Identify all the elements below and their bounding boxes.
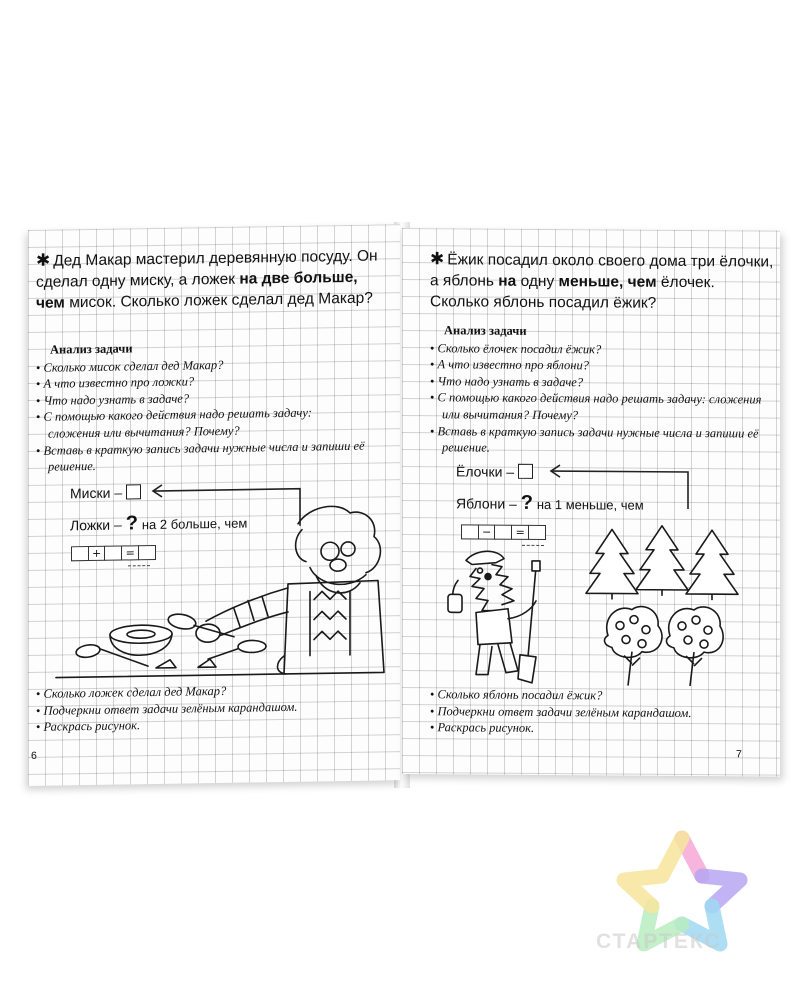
analysis-question: • Сколько мисок сделал дед Макар? [36, 354, 366, 376]
question-mark: ? [520, 491, 533, 514]
analysis-question: • Что надо узнать в задаче? [430, 373, 770, 392]
left-task-text: ✱ Дед Макар мастерил деревянную посуду. Он сделал одну миску, а ложек на две больше, чем мисок. Сколько ложек сделал дед Макар? [36, 247, 378, 312]
short-record-line-2: Яблони – ? на 1 меньше, чем [456, 491, 644, 514]
left-bottom-questions [36, 681, 366, 736]
page-number: 7 [736, 748, 742, 761]
analysis-question: • А что известно про яблони? [430, 356, 770, 375]
fir-trees-illustration [582, 523, 742, 604]
right-page [402, 228, 780, 777]
right-task-text: ✱ Ёжик посадил около своего дома три ёлочки, а яблонь на одну меньше, чем ёлочек. Сколько яблонь посадил ёжик? [430, 249, 774, 312]
page-number: 6 [31, 749, 37, 762]
bottom-question: • Раскрась рисунок. [36, 714, 366, 736]
analysis-question: • Вставь в краткую запись задачи нужные числа и запиши её решение. [430, 423, 770, 459]
analysis-question: • С помощью какого действия надо решать задачу: сложения или вычитания? Почему? [36, 404, 366, 442]
formula-cell: = [511, 525, 529, 540]
solution-formula [462, 524, 546, 540]
apple-trees-illustration [598, 599, 728, 690]
formula-cell[interactable] [461, 524, 479, 539]
asterisk-icon: ✱ [430, 249, 445, 269]
analysis-question: • С помощью какого действия надо решать задачу: сложения или вычитания? Почему? [430, 390, 770, 426]
right-analysis [430, 322, 770, 458]
bottom-question: • Сколько ложек сделал дед Макар? [36, 681, 366, 703]
answer-box[interactable] [518, 464, 533, 479]
formula-cell: + [88, 546, 106, 561]
open-workbook [28, 222, 780, 778]
bottom-question: • Подчеркни ответ задачи зелёным карандашом. [36, 697, 366, 719]
brand-watermark: СТАРТЕКС [596, 930, 722, 953]
short-record-line-1: Ёлочки – [456, 463, 533, 480]
asterisk-icon: ✱ [36, 250, 51, 270]
bottom-question: • Раскрась рисунок. [430, 719, 770, 738]
left-page [28, 224, 400, 786]
analysis-question: • Что надо узнать в задаче? [36, 387, 366, 409]
formula-cell[interactable] [528, 525, 546, 540]
formula-cell: − [478, 525, 496, 540]
bottom-question: • Сколько яблонь посадил ёжик? [430, 686, 770, 705]
short-record-line-1: Миски – [70, 484, 141, 501]
grandpa-makar-illustration [48, 494, 393, 679]
short-record-line-2: Ложки – ? на 2 больше, чем [70, 512, 248, 535]
right-bottom-questions [430, 686, 770, 738]
analysis-question: • Сколько ёлочек посадил ёжик? [430, 340, 770, 359]
analysis-question: • А что известно про ложки? [36, 371, 366, 393]
analysis-question: • Вставь в краткую запись задачи нужные числа и запиши её решение. [36, 437, 366, 475]
answer-dashes [522, 545, 544, 546]
formula-cell: = [121, 545, 139, 560]
bottom-question: • Подчеркни ответ задачи зелёным карандашом. [430, 703, 770, 722]
formula-cell[interactable] [494, 525, 512, 540]
analysis-title: Анализ задачи [444, 323, 527, 338]
left-analysis [36, 337, 366, 476]
answer-box[interactable] [126, 484, 141, 499]
hedgehog-illustration [436, 546, 566, 687]
analysis-title: Анализ задачи [50, 341, 133, 357]
question-mark: ? [125, 512, 138, 535]
